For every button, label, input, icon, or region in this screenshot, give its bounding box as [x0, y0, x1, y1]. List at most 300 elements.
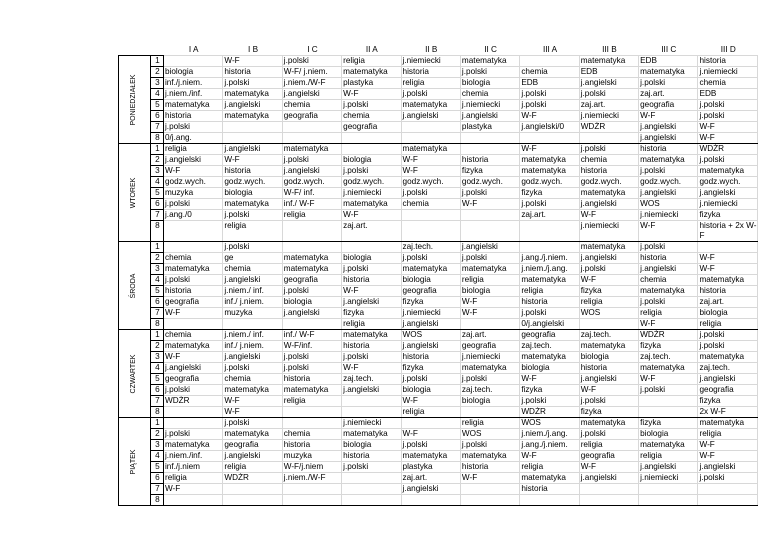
- lesson-cell: matematyka: [520, 166, 579, 177]
- lesson-cell: fizyka: [342, 308, 401, 319]
- lesson-cell: matematyka: [639, 363, 698, 374]
- lesson-cell: fizyka: [579, 407, 638, 418]
- lesson-cell: zaj.tech.: [698, 363, 758, 374]
- lesson-cell: matematyka: [223, 199, 282, 210]
- lesson-cell: matematyka: [460, 451, 519, 462]
- lesson-cell: geografia: [579, 451, 638, 462]
- lesson-cell: matematyka: [223, 385, 282, 396]
- lesson-cell: geografia: [282, 275, 341, 286]
- lesson-cell: inf./ j.niem.: [223, 297, 282, 308]
- lesson-row: [119, 440, 758, 451]
- timetable-grid: [118, 45, 758, 506]
- lesson-cell: 0/j.angielski: [520, 319, 579, 330]
- class-header: I B: [248, 45, 259, 54]
- lesson-cell: godz.wych.: [460, 177, 519, 188]
- lesson-cell: [223, 484, 282, 495]
- lesson-cell: biologia: [579, 352, 638, 363]
- lesson-row: [119, 385, 758, 396]
- lesson-row: [119, 429, 758, 440]
- lesson-cell: j.polski: [698, 100, 758, 111]
- lesson-cell: muzyka: [163, 188, 222, 199]
- lesson-cell: [282, 484, 341, 495]
- lesson-cell: j.niemiecki: [401, 308, 460, 319]
- lesson-cell: j.angielski: [698, 462, 758, 473]
- lesson-cell: [223, 122, 282, 133]
- lesson-cell: chemia: [342, 111, 401, 122]
- day-name: PONIEDZIAŁEK: [130, 74, 138, 125]
- day-label: [119, 56, 151, 144]
- lesson-cell: religia: [520, 286, 579, 297]
- lesson-cell: biologia: [223, 188, 282, 199]
- lesson-cell: godz.wych.: [282, 177, 341, 188]
- lesson-cell: plastyka: [342, 78, 401, 89]
- lesson-cell: matematyka: [579, 56, 638, 67]
- lesson-cell: geografia: [520, 330, 579, 341]
- lesson-row: [119, 122, 758, 133]
- lesson-cell: [698, 242, 758, 253]
- lesson-cell: j.polski: [163, 122, 222, 133]
- lesson-cell: j.polski: [579, 89, 638, 100]
- lesson-cell: EDB: [698, 89, 758, 100]
- lesson-cell: [639, 484, 698, 495]
- lesson-cell: j.angielski: [639, 188, 698, 199]
- lesson-cell: W-F: [223, 155, 282, 166]
- lesson-cell: matematyka: [342, 199, 401, 210]
- lesson-cell: W-F: [579, 462, 638, 473]
- lesson-cell: W-F: [460, 297, 519, 308]
- lesson-cell: plastyka: [460, 122, 519, 133]
- lesson-cell: chemia: [282, 100, 341, 111]
- lesson-cell: j.niem./j.ang.: [520, 264, 579, 275]
- lesson-cell: biologia: [460, 78, 519, 89]
- lesson-cell: [401, 133, 460, 144]
- lesson-cell: [460, 144, 519, 155]
- lesson-cell: matematyka: [163, 264, 222, 275]
- lesson-cell: 0/j.ang.: [163, 133, 222, 144]
- lesson-number: 4: [150, 177, 163, 188]
- lesson-cell: j.ang./0: [163, 210, 222, 221]
- lesson-row: [119, 275, 758, 286]
- lesson-cell: matematyka: [579, 188, 638, 199]
- lesson-cell: [282, 495, 341, 506]
- lesson-cell: matematyka: [401, 100, 460, 111]
- lesson-cell: fizyka: [520, 188, 579, 199]
- lesson-cell: W-F: [639, 319, 698, 330]
- lesson-cell: religia: [223, 462, 282, 473]
- day-label: [119, 330, 151, 418]
- lesson-cell: j.niemiecki: [401, 56, 460, 67]
- lesson-cell: biologia: [342, 253, 401, 264]
- class-header: III B: [602, 45, 617, 54]
- lesson-cell: plastyka: [401, 462, 460, 473]
- lesson-cell: religia: [460, 418, 519, 429]
- lesson-cell: j.angielski/0: [520, 122, 579, 133]
- lesson-cell: chemia: [223, 374, 282, 385]
- lesson-cell: j.ang./j.niem.: [520, 253, 579, 264]
- lesson-cell: j.polski: [342, 100, 401, 111]
- lesson-cell: muzyka: [282, 451, 341, 462]
- lesson-row: [119, 144, 758, 155]
- lesson-cell: fizyka: [639, 341, 698, 352]
- lesson-number: 7: [150, 122, 163, 133]
- lesson-cell: matematyka: [698, 166, 758, 177]
- lesson-cell: zaj.art.: [460, 330, 519, 341]
- lesson-cell: historia: [282, 440, 341, 451]
- lesson-cell: matematyka: [342, 429, 401, 440]
- lesson-cell: ge: [223, 253, 282, 264]
- lesson-cell: j.polski: [163, 429, 222, 440]
- lesson-cell: j.polski: [639, 78, 698, 89]
- lesson-cell: historia: [520, 484, 579, 495]
- lesson-row: [119, 155, 758, 166]
- lesson-cell: [342, 484, 401, 495]
- lesson-cell: matematyka: [520, 275, 579, 286]
- lesson-cell: j.polski: [282, 56, 341, 67]
- lesson-cell: W-F: [401, 396, 460, 407]
- lesson-cell: [401, 221, 460, 242]
- class-header: II B: [425, 45, 438, 54]
- lesson-cell: WDŻR: [163, 396, 222, 407]
- lesson-cell: j.polski: [282, 155, 341, 166]
- lesson-cell: inf./ W-F: [282, 199, 341, 210]
- lesson-cell: zaj.art.: [698, 297, 758, 308]
- lesson-cell: j.angielski: [401, 484, 460, 495]
- lesson-cell: j.niemiecki: [460, 100, 519, 111]
- lesson-cell: fizyka: [460, 166, 519, 177]
- lesson-row: [119, 418, 758, 429]
- lesson-cell: biologia: [401, 275, 460, 286]
- lesson-cell: muzyka: [223, 308, 282, 319]
- lesson-cell: [460, 495, 519, 506]
- lesson-cell: W-F: [520, 144, 579, 155]
- lesson-cell: geografia: [163, 297, 222, 308]
- lesson-cell: [342, 473, 401, 484]
- lesson-cell: j.angielski: [460, 242, 519, 253]
- lesson-cell: religia: [223, 221, 282, 242]
- lesson-cell: zaj.art.: [639, 89, 698, 100]
- lesson-cell: historia: [579, 363, 638, 374]
- lesson-cell: j.polski: [401, 440, 460, 451]
- lesson-cell: j.polski: [698, 155, 758, 166]
- lesson-cell: 2x W-F: [698, 407, 758, 418]
- lesson-cell: j.polski: [342, 462, 401, 473]
- lesson-cell: W-F/ inf.: [282, 188, 341, 199]
- lesson-cell: [460, 221, 519, 242]
- lesson-cell: j.niem./W-F: [282, 78, 341, 89]
- lesson-cell: fizyka: [639, 418, 698, 429]
- lesson-cell: matematyka: [223, 111, 282, 122]
- lesson-cell: W-F: [401, 166, 460, 177]
- lesson-cell: religia: [401, 407, 460, 418]
- lesson-cell: [282, 242, 341, 253]
- lesson-cell: fizyka: [401, 297, 460, 308]
- lesson-cell: j.angielski: [579, 199, 638, 210]
- lesson-cell: W-F: [639, 221, 698, 242]
- lesson-cell: chemia: [520, 67, 579, 78]
- lesson-cell: j.angielski: [163, 363, 222, 374]
- lesson-cell: j.polski: [520, 396, 579, 407]
- lesson-cell: W-F: [520, 374, 579, 385]
- lesson-cell: zaj.tech.: [342, 374, 401, 385]
- lesson-cell: matematyka: [460, 56, 519, 67]
- lesson-row: [119, 473, 758, 484]
- day-label: [119, 242, 151, 330]
- lesson-number: 1: [150, 56, 163, 67]
- lesson-cell: biologia: [520, 363, 579, 374]
- lesson-cell: j.angielski: [579, 473, 638, 484]
- lesson-row: [119, 199, 758, 210]
- lesson-cell: [163, 495, 222, 506]
- lesson-row: [119, 111, 758, 122]
- class-header: II C: [484, 45, 497, 54]
- lesson-cell: religia: [401, 78, 460, 89]
- header-corner: [150, 45, 163, 56]
- lesson-number: 2: [150, 429, 163, 440]
- lesson-cell: godz.wych.: [342, 177, 401, 188]
- lesson-cell: godz.wych.: [401, 177, 460, 188]
- lesson-cell: j.angielski: [579, 253, 638, 264]
- lesson-cell: historia: [401, 67, 460, 78]
- lesson-cell: biologia: [639, 429, 698, 440]
- lesson-cell: geografia: [342, 122, 401, 133]
- lesson-cell: j.polski: [163, 275, 222, 286]
- lesson-cell: matematyka: [698, 418, 758, 429]
- lesson-cell: j.polski: [639, 385, 698, 396]
- lesson-cell: W-F: [163, 308, 222, 319]
- lesson-cell: fizyka: [698, 210, 758, 221]
- lesson-row: [119, 100, 758, 111]
- lesson-number: 8: [150, 221, 163, 242]
- lesson-cell: zaj.tech.: [579, 330, 638, 341]
- lesson-cell: j.polski: [698, 111, 758, 122]
- lesson-cell: j.niemiecki: [342, 418, 401, 429]
- lesson-cell: [282, 133, 341, 144]
- lesson-cell: j.niem./inf.: [163, 451, 222, 462]
- lesson-row: [119, 495, 758, 506]
- lesson-cell: matematyka: [579, 418, 638, 429]
- lesson-cell: [282, 418, 341, 429]
- lesson-cell: biologia: [342, 440, 401, 451]
- lesson-cell: j.polski: [460, 188, 519, 199]
- lesson-cell: [520, 221, 579, 242]
- lesson-cell: chemia: [460, 89, 519, 100]
- lesson-cell: W-F: [698, 253, 758, 264]
- lesson-cell: matematyka: [282, 253, 341, 264]
- lesson-row: [119, 264, 758, 275]
- lesson-cell: [342, 144, 401, 155]
- lesson-cell: biologia: [342, 155, 401, 166]
- lesson-cell: historia: [342, 341, 401, 352]
- lesson-cell: [223, 319, 282, 330]
- lesson-row: [119, 221, 758, 242]
- lesson-number: 5: [150, 462, 163, 473]
- lesson-cell: j.angielski: [223, 451, 282, 462]
- lesson-cell: chemia: [282, 429, 341, 440]
- lesson-cell: WOS: [520, 418, 579, 429]
- lesson-cell: j.niemiecki: [342, 188, 401, 199]
- lesson-cell: [163, 407, 222, 418]
- lesson-number: 4: [150, 89, 163, 100]
- lesson-cell: j.polski: [579, 396, 638, 407]
- lesson-row: [119, 484, 758, 495]
- lesson-cell: j.angielski: [639, 264, 698, 275]
- lesson-cell: j.angielski: [460, 111, 519, 122]
- lesson-cell: W-F: [639, 374, 698, 385]
- lesson-cell: W-F: [163, 484, 222, 495]
- lesson-cell: matematyka: [698, 352, 758, 363]
- lesson-cell: zaj.art.: [579, 100, 638, 111]
- lesson-cell: j.angielski: [282, 89, 341, 100]
- lesson-cell: matematyka: [163, 100, 222, 111]
- lesson-cell: matematyka: [639, 440, 698, 451]
- lesson-cell: W-F: [579, 385, 638, 396]
- lesson-cell: geografia: [223, 440, 282, 451]
- lesson-cell: matematyka: [639, 286, 698, 297]
- lesson-cell: WOS: [460, 429, 519, 440]
- lesson-cell: geografia: [698, 385, 758, 396]
- lesson-cell: W-F: [579, 210, 638, 221]
- lesson-cell: matematyka: [282, 144, 341, 155]
- lesson-cell: j.niemiecki: [698, 67, 758, 78]
- lesson-cell: matematyka: [520, 473, 579, 484]
- lesson-cell: chemia: [698, 78, 758, 89]
- lesson-number: 6: [150, 385, 163, 396]
- lesson-cell: [163, 319, 222, 330]
- lesson-row: [119, 330, 758, 341]
- lesson-cell: [401, 210, 460, 221]
- lesson-cell: historia: [163, 286, 222, 297]
- lesson-cell: W-F: [698, 122, 758, 133]
- lesson-cell: j.polski: [223, 242, 282, 253]
- lesson-cell: j.polski: [579, 144, 638, 155]
- lesson-cell: matematyka: [579, 242, 638, 253]
- lesson-cell: [639, 495, 698, 506]
- lesson-number: 5: [150, 374, 163, 385]
- lesson-cell: chemia: [223, 264, 282, 275]
- lesson-cell: [342, 242, 401, 253]
- lesson-cell: j.polski: [342, 166, 401, 177]
- lesson-cell: W-F: [401, 429, 460, 440]
- lesson-cell: fizyka: [520, 385, 579, 396]
- lesson-cell: historia: [460, 155, 519, 166]
- lesson-cell: j.polski: [460, 253, 519, 264]
- lesson-cell: W-F: [698, 440, 758, 451]
- lesson-cell: [460, 210, 519, 221]
- lesson-cell: zaj.tech.: [520, 341, 579, 352]
- lesson-cell: j.polski: [342, 352, 401, 363]
- lesson-row: [119, 352, 758, 363]
- lesson-number: 2: [150, 253, 163, 264]
- lesson-row: [119, 462, 758, 473]
- lesson-cell: biologia: [698, 308, 758, 319]
- lesson-number: 8: [150, 133, 163, 144]
- lesson-cell: j.angielski: [639, 133, 698, 144]
- lesson-cell: religia: [342, 319, 401, 330]
- lesson-cell: religia: [163, 473, 222, 484]
- lesson-cell: matematyka: [342, 330, 401, 341]
- lesson-cell: [163, 56, 222, 67]
- class-header: I A: [188, 45, 199, 54]
- lesson-number: 3: [150, 78, 163, 89]
- lesson-cell: W-F: [698, 264, 758, 275]
- lesson-number: 2: [150, 67, 163, 78]
- lesson-cell: W-F: [579, 275, 638, 286]
- lesson-cell: historia: [639, 144, 698, 155]
- lesson-cell: godz.wych.: [639, 177, 698, 188]
- lesson-cell: j.polski: [401, 89, 460, 100]
- lesson-cell: chemia: [579, 155, 638, 166]
- class-header: III A: [542, 45, 558, 54]
- lesson-cell: matematyka: [163, 440, 222, 451]
- lesson-cell: WDŻR: [223, 473, 282, 484]
- lesson-cell: j.polski: [282, 286, 341, 297]
- lesson-cell: j.niem./ inf.: [223, 330, 282, 341]
- lesson-cell: j.polski: [282, 352, 341, 363]
- lesson-cell: [401, 418, 460, 429]
- day-name: ŚRODA: [130, 273, 138, 298]
- lesson-number: 4: [150, 275, 163, 286]
- lesson-row: [119, 188, 758, 199]
- lesson-cell: j.polski: [520, 199, 579, 210]
- lesson-cell: biologia: [163, 67, 222, 78]
- lesson-cell: j.niemiecki: [698, 199, 758, 210]
- lesson-cell: j.polski: [698, 330, 758, 341]
- lesson-row: [119, 341, 758, 352]
- lesson-number: 3: [150, 166, 163, 177]
- lesson-cell: W-F: [520, 451, 579, 462]
- lesson-cell: matematyka: [282, 385, 341, 396]
- lesson-cell: j.polski: [223, 78, 282, 89]
- lesson-row: [119, 177, 758, 188]
- header-corner: [119, 45, 151, 56]
- lesson-row: [119, 210, 758, 221]
- lesson-cell: W-F/j.niem: [282, 462, 341, 473]
- lesson-cell: W-F: [342, 89, 401, 100]
- lesson-cell: fizyka: [698, 396, 758, 407]
- lesson-cell: [401, 122, 460, 133]
- lesson-cell: zaj.tech.: [401, 242, 460, 253]
- lesson-cell: W-F: [639, 111, 698, 122]
- lesson-number: 7: [150, 484, 163, 495]
- lesson-cell: historia: [223, 67, 282, 78]
- lesson-row: [119, 407, 758, 418]
- lesson-cell: j.angielski: [342, 385, 401, 396]
- lesson-cell: [282, 122, 341, 133]
- lesson-cell: j.angielski: [579, 374, 638, 385]
- lesson-cell: matematyka: [639, 67, 698, 78]
- lesson-cell: historia: [698, 56, 758, 67]
- lesson-cell: godz.wych.: [163, 177, 222, 188]
- lesson-cell: j.polski: [163, 199, 222, 210]
- lesson-cell: W-F: [342, 363, 401, 374]
- lesson-row: [119, 242, 758, 253]
- lesson-cell: geografia: [460, 341, 519, 352]
- lesson-cell: j.niem./inf.: [163, 89, 222, 100]
- lesson-cell: j.angielski: [223, 275, 282, 286]
- lesson-cell: matematyka: [401, 144, 460, 155]
- lesson-cell: W-F: [223, 407, 282, 418]
- lesson-cell: [698, 484, 758, 495]
- lesson-cell: WDŻR: [698, 144, 758, 155]
- lesson-cell: j.niem./W-F: [282, 473, 341, 484]
- lesson-cell: [342, 396, 401, 407]
- lesson-row: [119, 78, 758, 89]
- lesson-row: [119, 396, 758, 407]
- lesson-cell: fizyka: [401, 363, 460, 374]
- lesson-cell: W-F: [342, 286, 401, 297]
- lesson-cell: matematyka: [520, 352, 579, 363]
- lesson-cell: matematyka: [698, 275, 758, 286]
